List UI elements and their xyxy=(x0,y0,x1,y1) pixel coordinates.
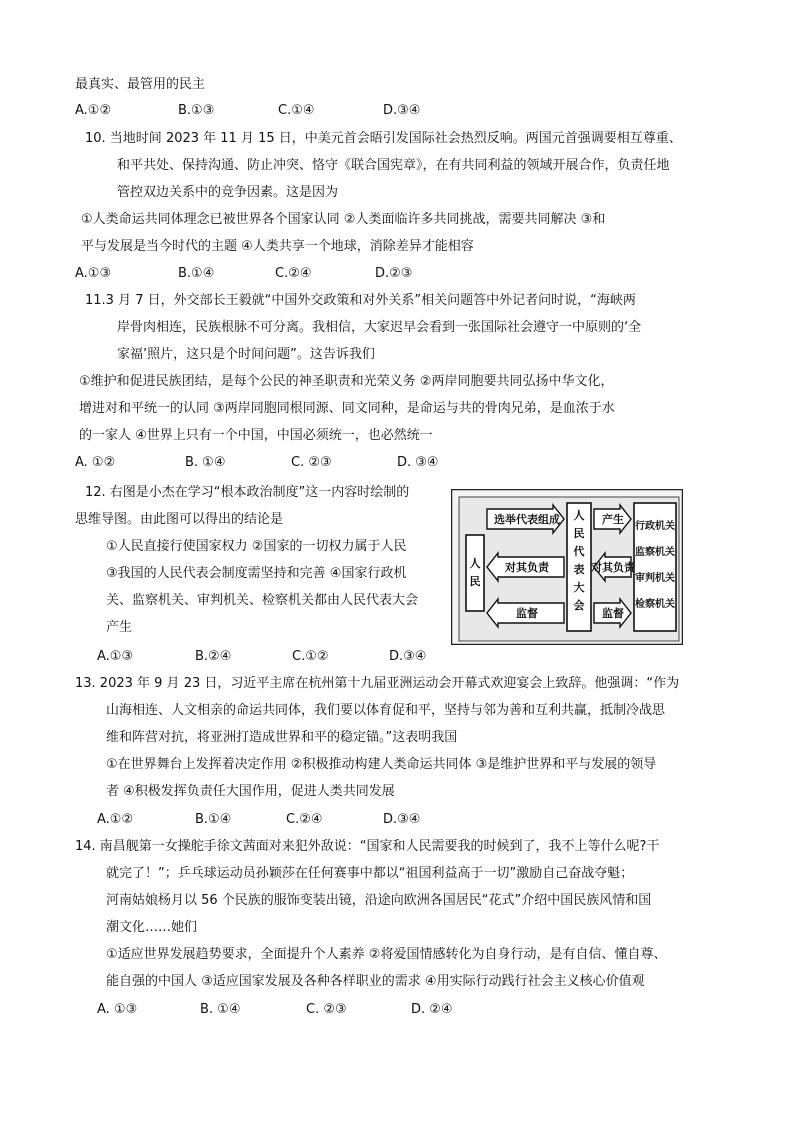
choice-line: 产生 xyxy=(106,620,133,635)
option-b[interactable]: B.①④ xyxy=(195,812,232,827)
right-arrow-label: 监督 xyxy=(602,607,624,620)
option-c[interactable]: C.②④ xyxy=(275,266,312,281)
option-a[interactable]: A.①③ xyxy=(75,266,112,281)
option-c[interactable]: C.①② xyxy=(292,649,329,664)
question-stem: 和平共处、保持沟通、防止冲突、恪守《联合国宪章》，在有共同利益的领域开展合作，负责任地 xyxy=(117,158,670,173)
choice-line: 者 ④积极发挥负责任大国作用，促进人类共同发展 xyxy=(106,784,395,799)
option-a[interactable]: A. ①② xyxy=(75,455,116,470)
question-stem: 家福’照片，这只是个时间问题”。这告诉我们 xyxy=(117,347,375,362)
question-stem: 维和阵营对抗，将亚洲打造成世界和平的稳定锚。”这表明我国 xyxy=(106,730,458,745)
question-stem: 河南姑娘杨月以 56 个民族的服饰变装出镜，沿途向欧洲各国居民“花式”介绍中国民族风情和国 xyxy=(106,893,652,908)
people-label: 人民 xyxy=(469,557,481,588)
left-arrow-label: 对其负责 xyxy=(505,561,549,574)
question-stem: 11.3 月 7 日，外交部长王毅就“中国外交政策和对外关系”相关问题答中外记者问时说，“海峡两 xyxy=(85,293,636,308)
option-d[interactable]: D.②③ xyxy=(375,266,413,281)
left-arrow-label: 监督 xyxy=(516,607,538,620)
question-stem: 14. 南昌舰第一女操舵手徐文茜面对来犯外敌说：“国家和人民需要我的时候到了，我不上等什么呢?干 xyxy=(75,839,660,854)
option-c[interactable]: C.②④ xyxy=(286,812,323,827)
state-organ-label: 行政机关 xyxy=(635,521,675,532)
choice-line: ①适应世界发展趋势要求，全面提升个人素养 ②将爱国情感转化为自身行动，是有自信、懂自尊、 xyxy=(106,947,667,962)
option-b[interactable]: B. ①④ xyxy=(185,455,226,470)
choice-line: ①维护和促进民族团结，是每个公民的神圣职责和光荣义务 ②两岸同胞要共同弘扬中华文化， xyxy=(79,374,614,389)
option-a[interactable]: A. ①③ xyxy=(97,1002,138,1017)
question-stem: 10. 当地时间 2023 年 11 月 15 日，中美元首会晤引发国际社会热烈反响。两国元首强调要相互尊重、 xyxy=(85,131,682,146)
option-c[interactable]: C. ②③ xyxy=(291,455,332,470)
option-a[interactable]: A.①③ xyxy=(97,649,134,664)
question-stem: 潮文化……她们 xyxy=(106,920,198,935)
question-stem: 山海相连、人文相亲的命运共同体，我们要以体育促和平，坚持与邻为善和互利共赢，抵制冷战思 xyxy=(106,703,666,718)
choice-line: ①在世界舞台上发挥着决定作用 ②积极推动构建人类命运共同体 ③是维护世界和平与发展的领导 xyxy=(106,757,657,772)
state-organ-label: 检察机关 xyxy=(635,599,675,610)
choice-line: ③我国的人民代表会制度需坚持和完善 ④国家行政机 xyxy=(106,566,407,581)
state-organ-label: 监察机关 xyxy=(635,547,675,558)
question-stem: 13. 2023 年 9 月 23 日，习近平主席在杭州第十九届亚洲运动会开幕式欢迎宴会上致辞。他强调：“作为 xyxy=(75,676,680,691)
question-stem: 岸骨肉相连，民族根脉不可分离。我相信，大家迟早会看到一张国际社会遵守一中原则的‘全 xyxy=(117,320,642,335)
option-d[interactable]: D. ②④ xyxy=(411,1002,453,1017)
choice-line: ①人民直接行使国家权力 ②国家的一切权力属于人民 xyxy=(106,539,407,554)
option-c[interactable]: C.①④ xyxy=(278,103,315,118)
option-d[interactable]: D.③④ xyxy=(383,812,421,827)
question-stem: 就完了！”；乒乓球运动员孙颖莎在任何赛事中都以“祖国利益高于一切”激励自己奋战夺魁； xyxy=(106,866,634,881)
choice-line: ①人类命运共同体理念已被世界各个国家认同 ②人类面临许多共同挑战，需要共同解决 ③和 xyxy=(81,212,606,227)
option-a[interactable]: A.①② xyxy=(97,812,134,827)
choice-line: 的一家人 ④世界上只有一个中国，中国必须统一，也必然统一 xyxy=(79,428,433,443)
right-arrow-label: 产生 xyxy=(602,513,624,526)
option-d[interactable]: D. ③④ xyxy=(397,455,439,470)
option-a[interactable]: A.①② xyxy=(75,103,112,118)
option-c[interactable]: C. ②③ xyxy=(306,1002,347,1017)
option-d[interactable]: D.③④ xyxy=(389,649,427,664)
question-stem: 思维导图。由此图可以得出的结论是 xyxy=(75,512,284,527)
option-d[interactable]: D.③④ xyxy=(383,103,421,118)
option-b[interactable]: B. ①④ xyxy=(200,1002,241,1017)
option-b[interactable]: B.②④ xyxy=(195,649,232,664)
choice-line: 平与发展是当今时代的主题 ④人类共享一个地球，消除差异才能相容 xyxy=(81,239,474,254)
state-organ-label: 审判机关 xyxy=(635,573,675,584)
right-arrow-label: 对其负责 xyxy=(591,561,635,574)
question-stem: 12. 右图是小杰在学习“根本政治制度”这一内容时绘制的 xyxy=(85,485,410,500)
option-b[interactable]: B.①④ xyxy=(178,266,215,281)
congress-label: 人民代表大会 xyxy=(573,509,585,612)
choice-line: 关、监察机关、审判机关、检察机关都由人民代表大会 xyxy=(106,593,419,608)
question-stem: 管控双边关系中的竞争因素。这是因为 xyxy=(117,185,339,200)
political-system-mindmap xyxy=(451,489,683,645)
option-b[interactable]: B.①③ xyxy=(178,103,215,118)
people-box xyxy=(466,535,484,611)
intro-text: 最真实、最管用的民主 xyxy=(75,77,206,92)
choice-line: 能自强的中国人 ③适应国家发展及各种各样职业的需求 ④用实际行动践行社会主义核心价值观 xyxy=(106,974,645,989)
left-arrow-label: 选举代表组成 xyxy=(494,513,560,526)
choice-line: 增进对和平统一的认同 ③两岸同胞同根同源、同文同种，是命运与共的骨肉兄弟，是血浓于水 xyxy=(79,401,615,416)
